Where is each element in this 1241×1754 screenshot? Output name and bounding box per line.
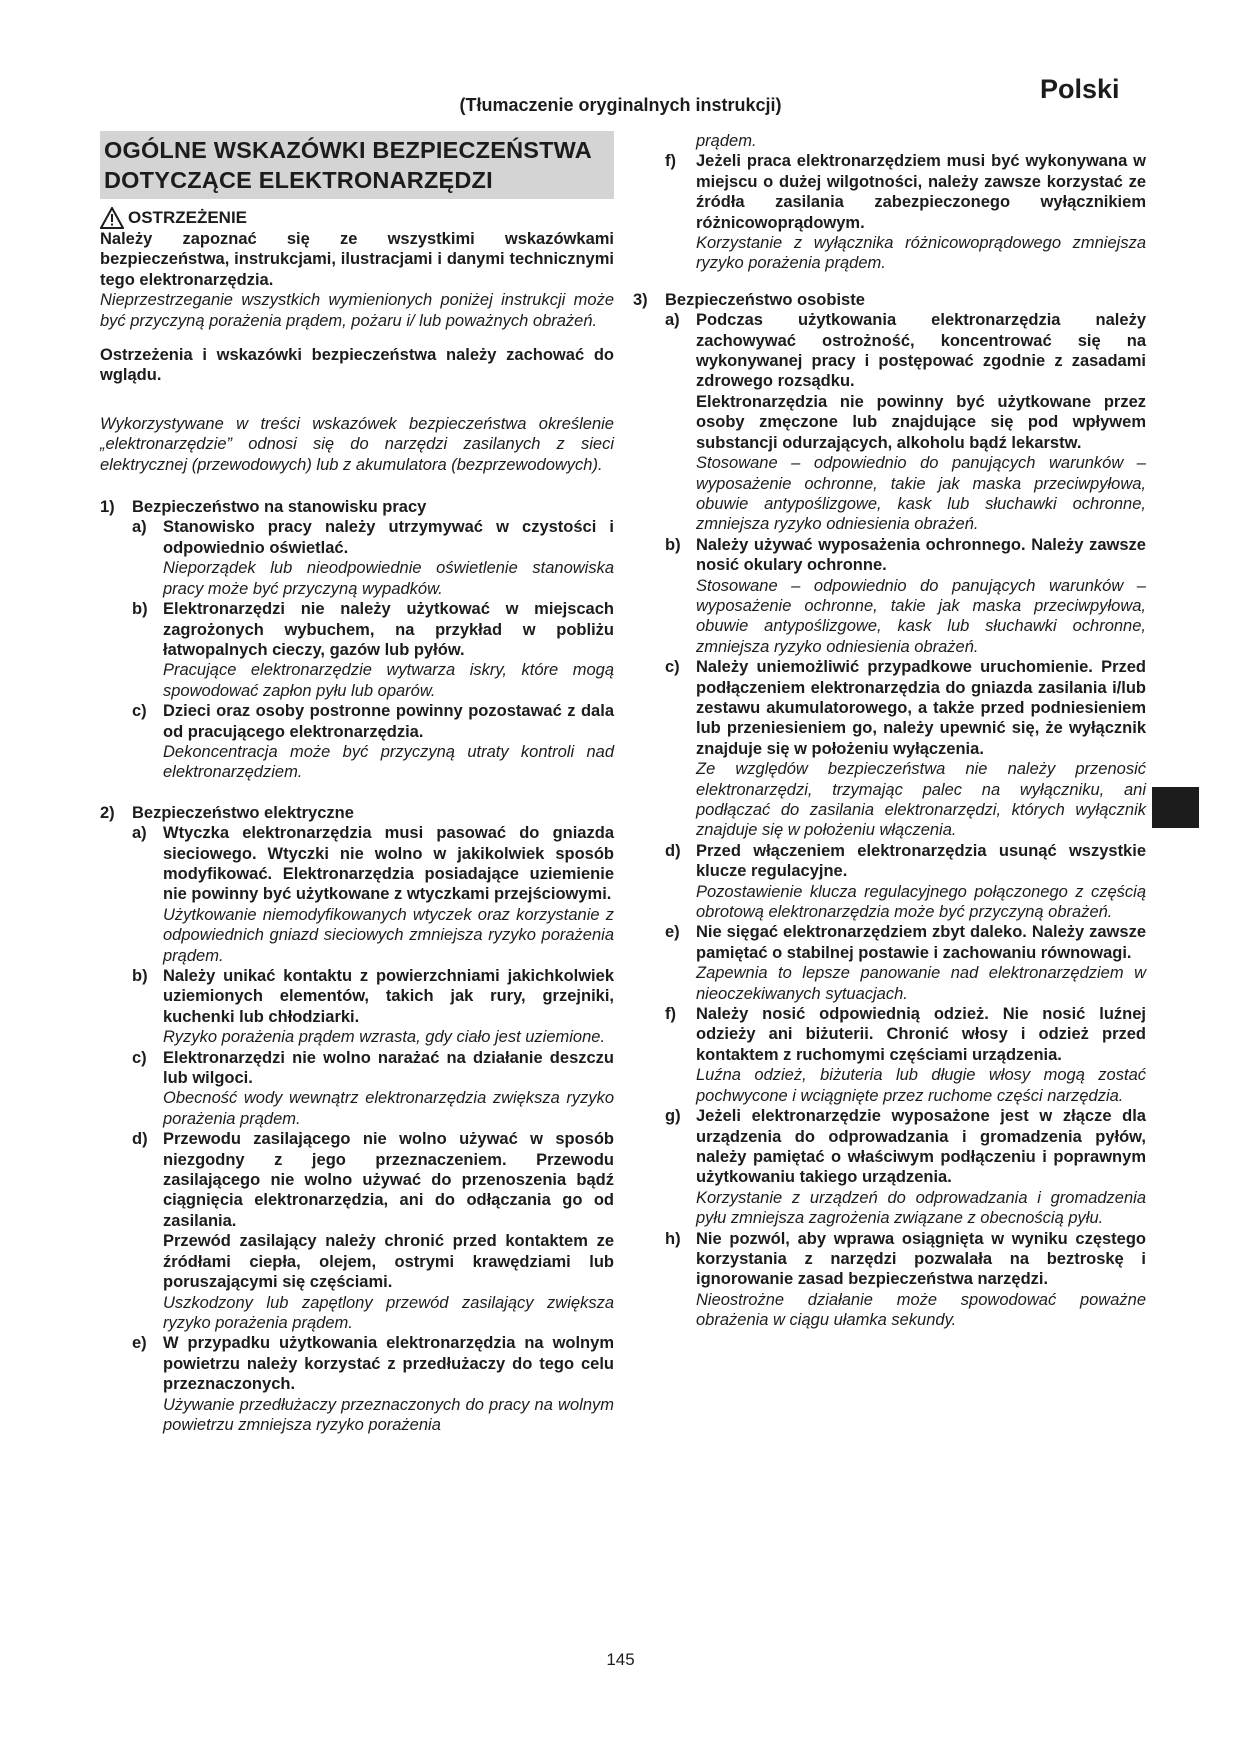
item-text: Jeżeli elektronarzędzie wyposażone jest w złącze dla urządzenia do odprowadzania i gromadzenia pyłów, należy pamiętać o właściwym podłączeniu i poprawnym użytkowaniu takiego urządzenia. (696, 1107, 1146, 1187)
item-text: Nie sięgać elektronarzędziem zbyt daleko. Należy zawsze pamiętać o stabilnej postawie i zachowaniu równowagi. (696, 923, 1146, 962)
definition-text: Wykorzystywane w treści wskazówek bezpieczeństwa określenie „elektronarzędzie” odnosi się do narzędzi zasilanych z sieci elektrycznej (przewodowych) lub z akumulatora (bezprzewodowych). (100, 414, 614, 474)
item-label: h) (665, 1229, 681, 1248)
list-item (665, 1106, 1146, 1228)
section-tab-marker (1152, 787, 1199, 828)
item-note: Nieostrożne działanie może spowodować poważne obrażenia w ciągu ułamka sekundy. (696, 1290, 1146, 1330)
item-text-extra: Przewód zasilający należy chronić przed kontaktem ze źródłami ciepła, olejem, ostrymi krawędziami lub poruszającymi się częściami. (163, 1232, 614, 1292)
item-note: Używanie przedłużaczy przeznaczonych do pracy na wolnym powietrzu zmniejsza ryzyko porażenia (163, 1395, 614, 1434)
item-note: Zapewnia to lepsze panowanie nad elektronarzędziem w nieoczekiwanych sytuacjach. (696, 964, 1146, 1003)
item-note: Stosowane – odpowiednio do panujących warunków – wyposażenie ochronne, takie jak maska przeciwpyłowa, obuwie antypoślizgowe, kask lub słuchawki ochronne, zmniejsza ryzyko odniesienia obrażeń. (696, 576, 1146, 656)
section-2-list-continued (665, 151, 1146, 273)
item-text: Przed włączeniem elektronarzędzia usunąć wszystkie klucze regulacyjne. (696, 841, 1146, 881)
item-text: Elektronarzędzi nie wolno narażać na działanie deszczu lub wilgoci. (163, 1048, 614, 1088)
item-note: Nieporządek lub nieodpowiednie oświetlenie stanowiska pracy może być przyczyną wypadków. (163, 559, 614, 598)
item-text-extra: Elektronarzędzia nie powinny być użytkowane przez osoby zmęczone lub znajdujące się pod wpływem substancji odurzających, alkoholu bądź lekarstw. (696, 392, 1146, 452)
item-note: Korzystanie z urządzeń do odprowadzania i gromadzenia pyłu zmniejsza zagrożenia związane z obecnością pyłu. (696, 1188, 1146, 1228)
list-item (132, 701, 614, 783)
item-note: Dekoncentracja może być przyczyną utraty kontroli nad elektronarzędziem. (163, 742, 614, 782)
item-label: a) (665, 311, 680, 330)
item-text: Nie pozwól, aby wprawa osiągnięta w wyniku częstego korzystania z narzędzi pozwalała na beztroskę i ignorowanie zasad bezpieczeństwa narzędzi. (696, 1229, 1146, 1289)
item-text: Wtyczka elektronarzędzia musi pasować do gniazda sieciowego. Wtyczki nie wolno w jakikolwiek sposób modyfikować. Elektronarzędzia posiadające uziemienie nie powinny być użytkowane z wtyczkami przejściowymi. (163, 824, 614, 904)
list-item (132, 966, 614, 1048)
warning-triangle-icon (100, 207, 124, 229)
list-item (665, 1229, 1146, 1331)
item-note: Pracujące elektronarzędzie wytwarza iskry, które mogą spowodować zapłon pyłu lub oparów. (163, 661, 614, 700)
list-item (132, 1048, 614, 1130)
item-text: Podczas użytkowania elektronarzędzia należy zachowywać ostrożność, koncentrować się na wykonywanej pracy i postępować zgodnie z zasadami zdrowego rozsądku. (696, 311, 1146, 391)
item-text: Jeżeli praca elektronarzędziem musi być wykonywana w miejscu o dużej wilgotności, należy zawsze korzystać ze źródła zasilania zabezpieczonego wyłącznikiem różnicowoprądowym. (696, 152, 1146, 232)
left-column (100, 131, 614, 1435)
item-label: c) (132, 702, 147, 721)
list-item (665, 535, 1146, 657)
warning-label: OSTRZEŻENIE (128, 207, 248, 227)
item-label: c) (132, 1048, 147, 1067)
item-text: Dzieci oraz osoby postronne powinny pozostawać z dala od pracującego elektronarzędzia. (163, 702, 614, 741)
item-text: Należy unikać kontaktu z powierzchniami jakichkolwiek uziemionych elementów, takich jak rury, grzejniki, kuchenki lub chłodziarki. (163, 967, 614, 1026)
item-text: Przewodu zasilającego nie wolno używać w sposób niezgodny z jego przeznaczeniem. Przewodu zasilającego nie wolno używać do przenoszenia bądź ciągnięcia elektronarzędzia, ani do odłączania go od zasilania. (163, 1130, 614, 1230)
page-subtitle: (Tłumaczenie oryginalnych instrukcji) (459, 95, 782, 115)
item-label: f) (665, 1005, 676, 1024)
item-text: Elektronarzędzi nie należy użytkować w miejscach zagrożonych wybuchem, na przykład w pobliżu łatwopalnych cieczy, gazów lub pyłów. (163, 600, 614, 659)
keep-notice: Ostrzeżenia i wskazówki bezpieczeństwa należy zachować do wglądu. (100, 346, 614, 385)
item-label: a) (132, 824, 147, 843)
section-title: Bezpieczeństwo osobiste (665, 290, 865, 309)
section-3-list (665, 310, 1146, 1330)
list-item (665, 1004, 1146, 1106)
list-item (132, 517, 614, 599)
item-label: d) (132, 1130, 148, 1149)
item-label: c) (665, 658, 680, 677)
right-column (633, 131, 1146, 1331)
item-note-continued: prądem. (696, 132, 757, 150)
list-item (132, 599, 614, 701)
item-note: Pozostawienie klucza regulacyjnego połączonego z częścią obrotową elektronarzędzia może być przyczyną obrażeń. (696, 882, 1146, 922)
item-label: g) (665, 1107, 681, 1126)
item-label: e) (665, 923, 680, 942)
item-label: e) (132, 1334, 147, 1353)
list-item (132, 823, 614, 966)
warning-heading (100, 207, 614, 229)
list-item (665, 922, 1146, 1004)
item-note: Korzystanie z wyłącznika różnicowoprądowego zmniejsza ryzyko porażenia prądem. (696, 234, 1146, 273)
item-text: Należy używać wyposażenia ochronnego. Należy zawsze nosić okulary ochronne. (696, 535, 1146, 575)
item-note: Stosowane – odpowiednio do panujących warunków – wyposażenie ochronne, takie jak maska przeciwpyłowa, obuwie antypoślizgowe, kask lub słuchawki ochronne, zmniejsza ryzyko odniesienia obrażeń. (696, 454, 1146, 534)
item-text: Należy nosić odpowiednią odzież. Nie nosić luźnej odzieży ani biżuterii. Chronić włosy i odzież przed kontaktem z ruchomymi częściami urządzenia. (696, 1005, 1146, 1064)
list-item (665, 657, 1146, 841)
item-label: d) (665, 841, 681, 860)
section-1-heading (100, 497, 614, 517)
list-item (132, 1333, 614, 1435)
item-text: Stanowisko pracy należy utrzymywać w czystości i odpowiednio oświetlać. (163, 518, 614, 557)
item-label: b) (665, 535, 681, 554)
page-title: OGÓLNE WSKAZÓWKI BEZPIECZEŃSTWA DOTYCZĄCE ELEKTRONARZĘDZI (100, 131, 614, 199)
section-2-list (132, 823, 614, 1435)
page-number: 145 (606, 1650, 635, 1669)
section-2-heading (100, 803, 614, 823)
warning-consequence: Nieprzestrzeganie wszystkich wymienionych poniżej instrukcji może być przyczyną porażenia prądem, pożaru i/ lub poważnych obrażeń. (100, 291, 614, 330)
item-text: Należy uniemożliwić przypadkowe uruchomienie. Przed podłączeniem elektronarzędzia do gniazda zasilania i/lub zestawu akumulatorowego, a także przed podniesieniem lub przeniesieniem go, należy upewnić się, że wyłącznik znajduje się w położeniu wyłączenia. (696, 658, 1146, 758)
item-note: Użytkowanie niemodyfikowanych wtyczek oraz korzystanie z odpowiednich gniazd sieciowych zmniejsza ryzyko porażenia prądem. (163, 905, 614, 965)
item-label: a) (132, 518, 147, 537)
item-label: b) (132, 967, 148, 985)
item-note: Ze względów bezpieczeństwa nie należy przenosić elektronarzędzi, trzymając palec na wyłączniku, ani podłączać do zasilania elektronarzędzi, których wyłącznik znajduje się w położeniu włączenia. (696, 760, 1146, 840)
item-note: Luźna odzież, biżuteria lub długie włosy mogą zostać pochwycone i wciągnięte przez ruchome części narzędzia. (696, 1066, 1146, 1105)
section-3-heading (633, 290, 1146, 310)
section-1-list (132, 517, 614, 782)
item-note: Uszkodzony lub zapętlony przewód zasilający zwiększa ryzyko porażenia prądem. (163, 1293, 614, 1332)
item-note: Obecność wody wewnątrz elektronarzędzia zwiększa ryzyko porażenia prądem. (163, 1089, 614, 1128)
section-number: 2) (100, 803, 115, 822)
section-number: 3) (633, 290, 648, 309)
item-label: b) (132, 600, 148, 619)
list-item (665, 841, 1146, 923)
list-item (132, 1129, 614, 1333)
item-text: W przypadku użytkowania elektronarzędzia na wolnym powietrzu należy korzystać z przedłużaczy do tego celu przeznaczonych. (163, 1334, 614, 1394)
section-title: Bezpieczeństwo na stanowisku pracy (132, 498, 427, 517)
list-item (665, 151, 1146, 273)
section-number: 1) (100, 498, 115, 517)
item-label: f) (665, 152, 676, 171)
item-note: Ryzyko porażenia prądem wzrasta, gdy ciało jest uziemione. (163, 1028, 606, 1047)
list-item (665, 310, 1146, 534)
warning-text: Należy zapoznać się ze wszystkimi wskazówkami bezpieczeństwa, instrukcjami, ilustracjami i danymi technicznymi tego elektronarzędzia. (100, 230, 614, 289)
language-label: Polski (1040, 74, 1120, 104)
section-title: Bezpieczeństwo elektryczne (132, 803, 354, 822)
